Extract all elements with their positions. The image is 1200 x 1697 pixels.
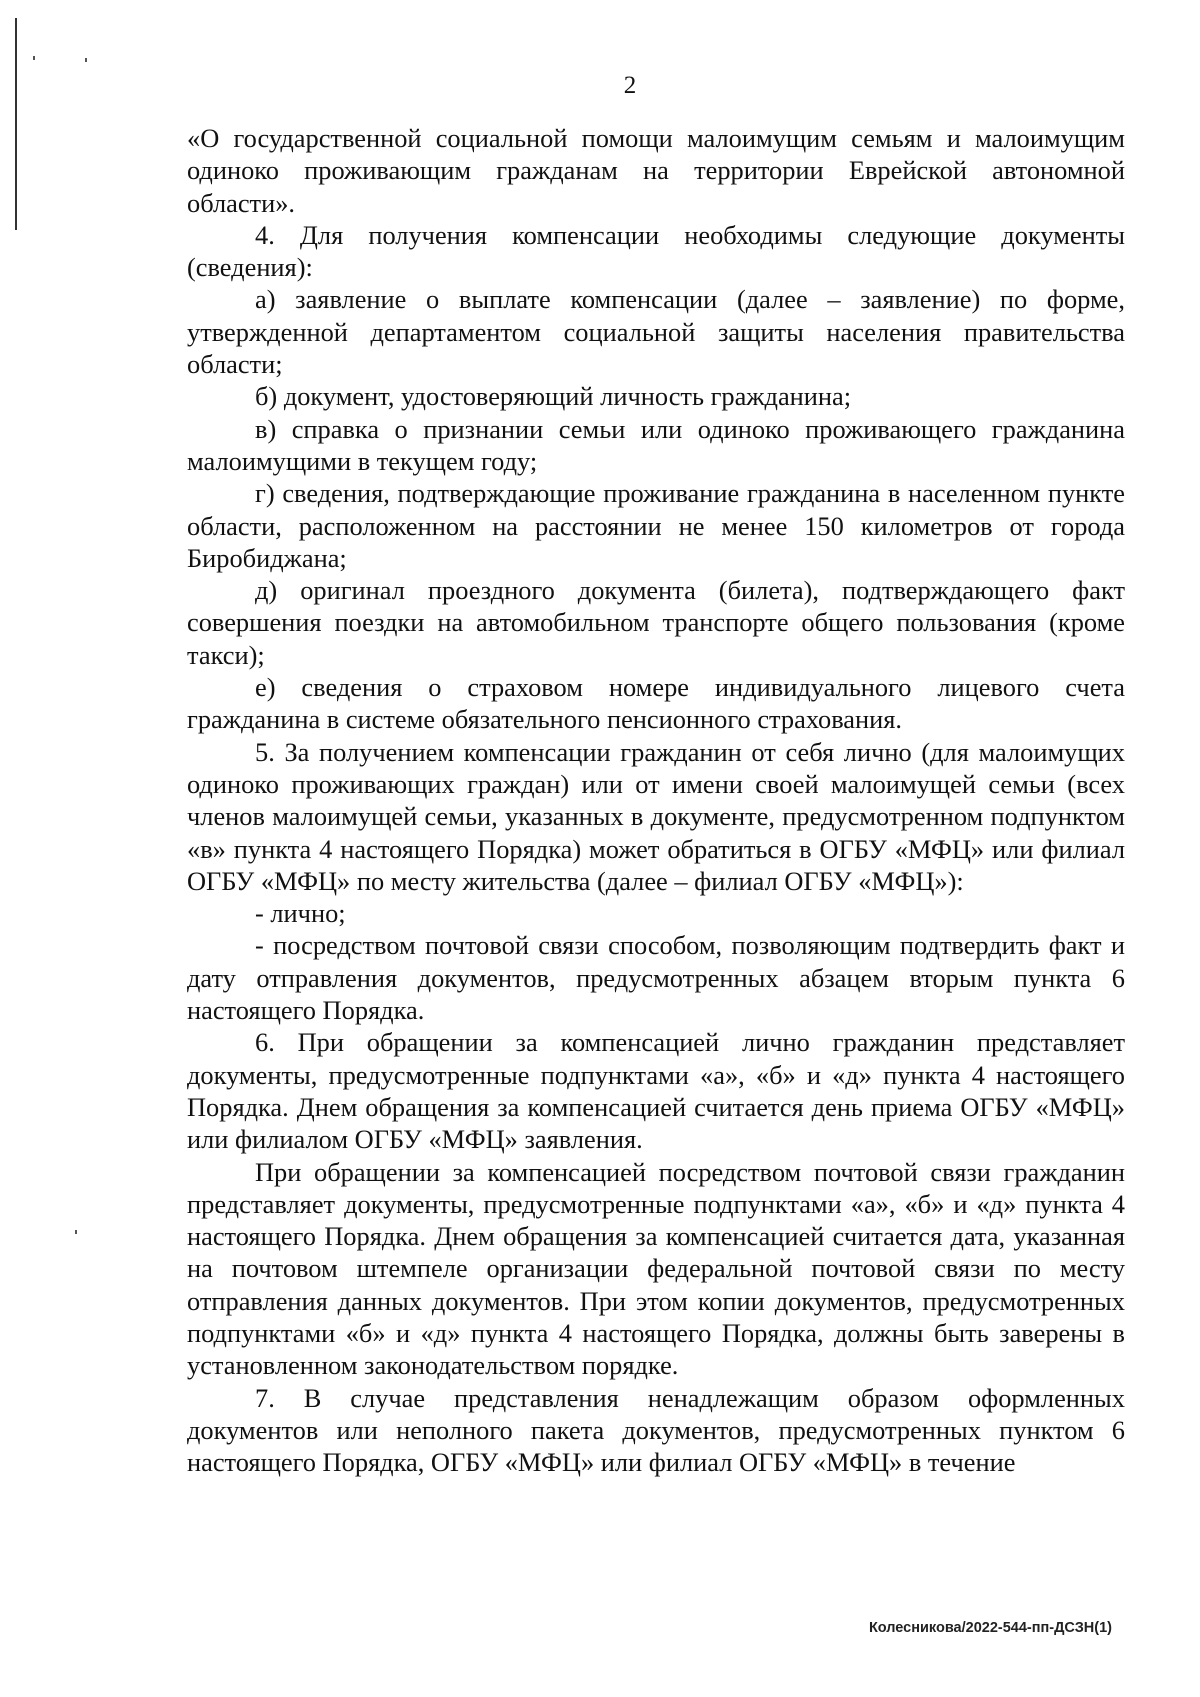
paragraph-item-5: 5. За получением компенсации гражданин от себя лично (для малоимущих одиноко проживающих граждан) или от имени своей малоимущей семьи (всех членов малоимущей семьи, указанных в документе, предусмотренном подпунктом «в» пункта 4 настоящего Порядка) может обратиться в ОГБУ «МФЦ» или филиал ОГБУ «МФЦ» по месту жительства (далее – филиал ОГБУ «МФЦ»): xyxy=(187,736,1125,896)
paragraph-item-7: 7. В случае представления ненадлежащим образом оформленных документов или неполного пакета документов, предусмотренных пунктом 6 настоящего Порядка, ОГБУ «МФЦ» или филиал ОГБУ «МФЦ» в течение xyxy=(187,1382,1125,1478)
paragraph-item-4a: а) заявление о выплате компенсации (далее – заявление) по форме, утвержденной департаментом социальной защиты населения правительства области; xyxy=(187,284,1125,380)
scan-edge-mark xyxy=(15,18,17,230)
page-number: 2 xyxy=(623,72,637,99)
paragraph-item-6: 6. При обращении за компенсацией лично гражданин представляет документы, предусмотренные подпунктами «а», «б» и «д» пункта 4 настоящего Порядка. Днем обращения за компенсацией считается день приема ОГБУ «МФЦ» или филиалом ОГБУ «МФЦ» заявления. xyxy=(187,1027,1125,1155)
paragraph-item-4g: г) сведения, подтверждающие проживание гражданина в населенном пункте области, расположенном на расстоянии не менее 150 километров от города Биробиджана; xyxy=(187,478,1125,573)
paragraph-item-4e: е) сведения о страховом номере индивидуального лицевого счета гражданина в системе обязательного пенсионного страхования. xyxy=(187,672,1125,735)
paragraph-law-title: «О государственной социальной помощи малоимущим семьям и малоимущим одиноко проживающим гражданам на территории Еврейской автономной области». xyxy=(187,123,1125,218)
document-reference: Колесникова/2022-544-пп-ДСЗН(1) xyxy=(868,1620,1112,1636)
scan-speck xyxy=(33,56,35,60)
paragraph-item-4: 4. Для получения компенсации необходимы следующие документы (сведения): xyxy=(187,219,1125,283)
scan-speck xyxy=(75,1230,77,1234)
paragraph-item-4d: д) оригинал проездного документа (билета), подтверждающего факт совершения поездки на автомобильном транспорте общего пользования (кроме такси); xyxy=(187,575,1125,670)
paragraph-item-4v: в) справка о признании семьи или одиноко проживающего гражданина малоимущими в текущем году; xyxy=(187,413,1125,476)
document-body xyxy=(187,122,1125,1478)
paragraph-item-6-mail: При обращении за компенсацией посредством почтовой связи гражданин представляет документы, предусмотренные подпунктами «а», «б» и «д» пункта 4 настоящего Порядка. Днем обращения за компенсацией считается дата, указанная на почтовом штемпеле организации федеральной почтовой связи по месту отправления данных документов. При этом копии документов, предусмотренных подпунктами «б» и «д» пункта 4 настоящего Порядка, должны быть заверены в установленном законодательством порядке. xyxy=(187,1156,1125,1381)
scan-speck xyxy=(85,58,87,62)
paragraph-item-4b: б) документ, удостоверяющий личность гражданина; xyxy=(255,381,852,412)
paragraph-item-5-in-person: - лично; xyxy=(255,898,346,929)
paragraph-item-5-by-mail: - посредством почтовой связи способом, позволяющим подтвердить факт и дату отправления документов, предусмотренных абзацем вторым пункта 6 настоящего Порядка. xyxy=(187,930,1125,1026)
